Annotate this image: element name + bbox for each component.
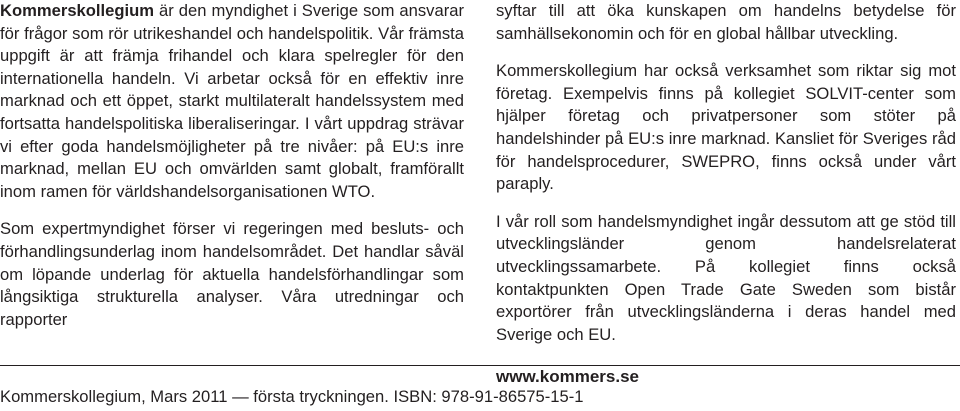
organization-name: Kommerskollegium — [0, 1, 154, 20]
imprint-footer: Kommerskollegium, Mars 2011 — första tryckningen. ISBN: 978-91-86575-15-1 — [0, 387, 584, 406]
right-column — [496, 0, 956, 389]
purpose-paragraph: syftar till att öka kunskapen om handelns betydelse för samhällsekonomin och för en global hållbar utveckling. — [496, 1, 956, 43]
website-link[interactable]: www.kommers.se — [496, 367, 639, 387]
development-paragraph: I vår roll som handelsmyndighet ingår dessutom att ge stöd till utvecklingsländer genom handelsrelaterat utvecklingssamarbete. På kollegiet finns också kontaktpunkten Open Trade Gate Sweden som bistår exportörer från utvecklingsländerna i deras handel med Sverige och EU. — [496, 211, 956, 344]
intro-paragraph — [0, 0, 464, 203]
left-column — [0, 0, 464, 346]
business-paragraph: Kommerskollegium har också verksamhet som riktar sig mot företag. Exempelvis finns på kollegiet SOLVIT-center som hjälper företag och privatpersoner som stöter på handelshinder på EU:s inre marknad. Kansliet för Sveriges råd för handelsprocedurer, SWEPRO, finns också under vårt paraply. — [496, 61, 956, 194]
intro-paragraph-text: är den myndighet i Sverige som ansvarar för frågor som rör utrikeshandel och handelspolitik. Vår främsta uppgift är att främja frihandel och klara spelregler för den internationella handeln. Vi arbetar också för en effektiv inre marknad och ett öppet, starkt multilateralt handelssystem med fortsatta handelspolitiska liberaliseringar. I vårt uppdrag strävar vi efter goda handelsmöjligheter på tre nivåer: på EU:s inre marknad, mellan EU och omvärlden samt globalt, framförallt inom ramen för världshandelsorganisationen WTO. — [0, 1, 464, 201]
expert-paragraph: Som expertmyndighet förser vi regeringen med besluts- och förhandlingsunderlag inom handelsområdet. Det handlar såväl om löpande underlag för aktuella handelsförhandlingar som långsiktiga strukturella analyser. Våra utredningar och rapporter — [0, 219, 464, 329]
footer-divider — [0, 365, 960, 366]
